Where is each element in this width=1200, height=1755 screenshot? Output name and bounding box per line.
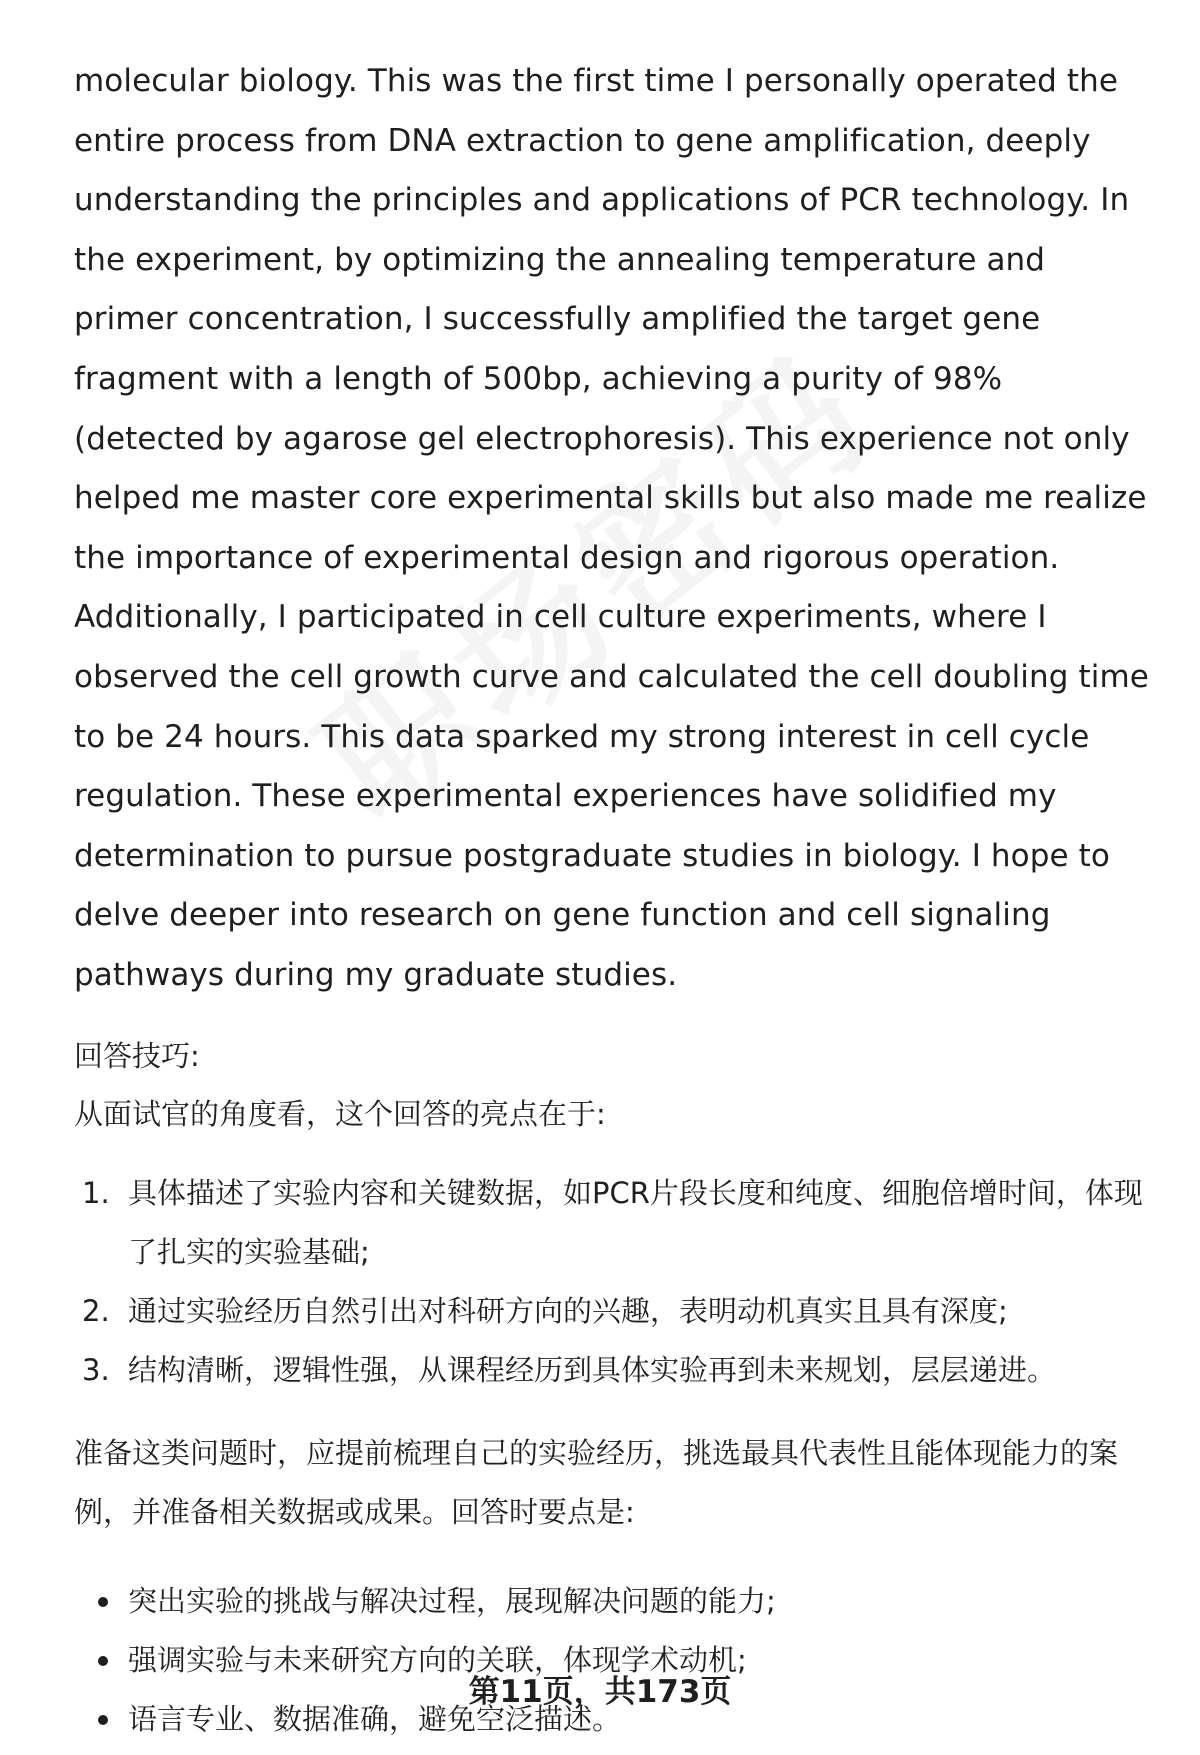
key-points-list bbox=[74, 1572, 1154, 1749]
tips-title: 回答技巧: bbox=[74, 1038, 200, 1073]
list-item-text: 突出实验的挑战与解决过程，展现解决问题的能力; bbox=[128, 1583, 776, 1618]
list-number: 2. bbox=[82, 1293, 110, 1328]
bullet-dot-icon bbox=[98, 1656, 108, 1666]
tips-intro: 从面试官的角度看，这个回答的亮点在于: bbox=[74, 1096, 606, 1131]
list-item-text: 结构清晰，逻辑性强，从课程经历到具体实验再到未来规划，层层递进。 bbox=[128, 1352, 1057, 1387]
page-content bbox=[74, 52, 1154, 1749]
highlights-list bbox=[74, 1164, 1154, 1400]
list-item-text: 强调实验与未来研究方向的关联，体现学术动机; bbox=[128, 1642, 747, 1677]
prep-paragraph: 准备这类问题时，应提前梳理自己的实验经历，挑选最具代表性且能体现能力的案例，并准备相关数据或成果。回答时要点是: bbox=[74, 1435, 1119, 1529]
page-footer: 第11页，共173页 bbox=[468, 1674, 732, 1710]
bullet-dot-icon bbox=[98, 1715, 108, 1725]
answer-paragraph: molecular biology. This was the first time I personally operated the entire process from DNA extraction to gene amplification, deeply understanding the principles and applications of PCR technology. In the experiment, by optimizing the annealing temperature and primer concentration, I successfully amplified the target gene fragment with a length of 500bp, achieving a purity of 98% (detected by agarose gel electrophoresis). This experience not only helped me master core experimental skills but also made me realize the importance of experimental design and rigorous operation. Additionally, I participated in cell culture experiments, where I observed the cell growth curve and calculated the cell doubling time to be 24 hours. This data sparked my strong interest in cell cycle regulation. These experimental experiences have solidified my determination to pursue postgraduate studies in biology. I hope to delve deeper into research on gene function and cell signaling pathways during my graduate studies. bbox=[74, 63, 1149, 993]
list-item bbox=[74, 1341, 1154, 1400]
list-item-text: 语言专业、数据准确，避免空泛描述。 bbox=[128, 1701, 622, 1736]
bullet-dot-icon bbox=[98, 1597, 108, 1607]
list-item bbox=[74, 1164, 1154, 1282]
list-number: 3. bbox=[82, 1352, 110, 1387]
list-item-text: 具体描述了实验内容和关键数据，如PCR片段长度和纯度、细胞倍增时间，体现了扎实的实验基础; bbox=[128, 1175, 1143, 1269]
list-item bbox=[74, 1282, 1154, 1341]
list-item-text: 通过实验经历自然引出对科研方向的兴趣，表明动机真实且具有深度; bbox=[128, 1293, 1008, 1328]
list-number: 1. bbox=[82, 1175, 110, 1210]
list-item bbox=[74, 1572, 1154, 1631]
